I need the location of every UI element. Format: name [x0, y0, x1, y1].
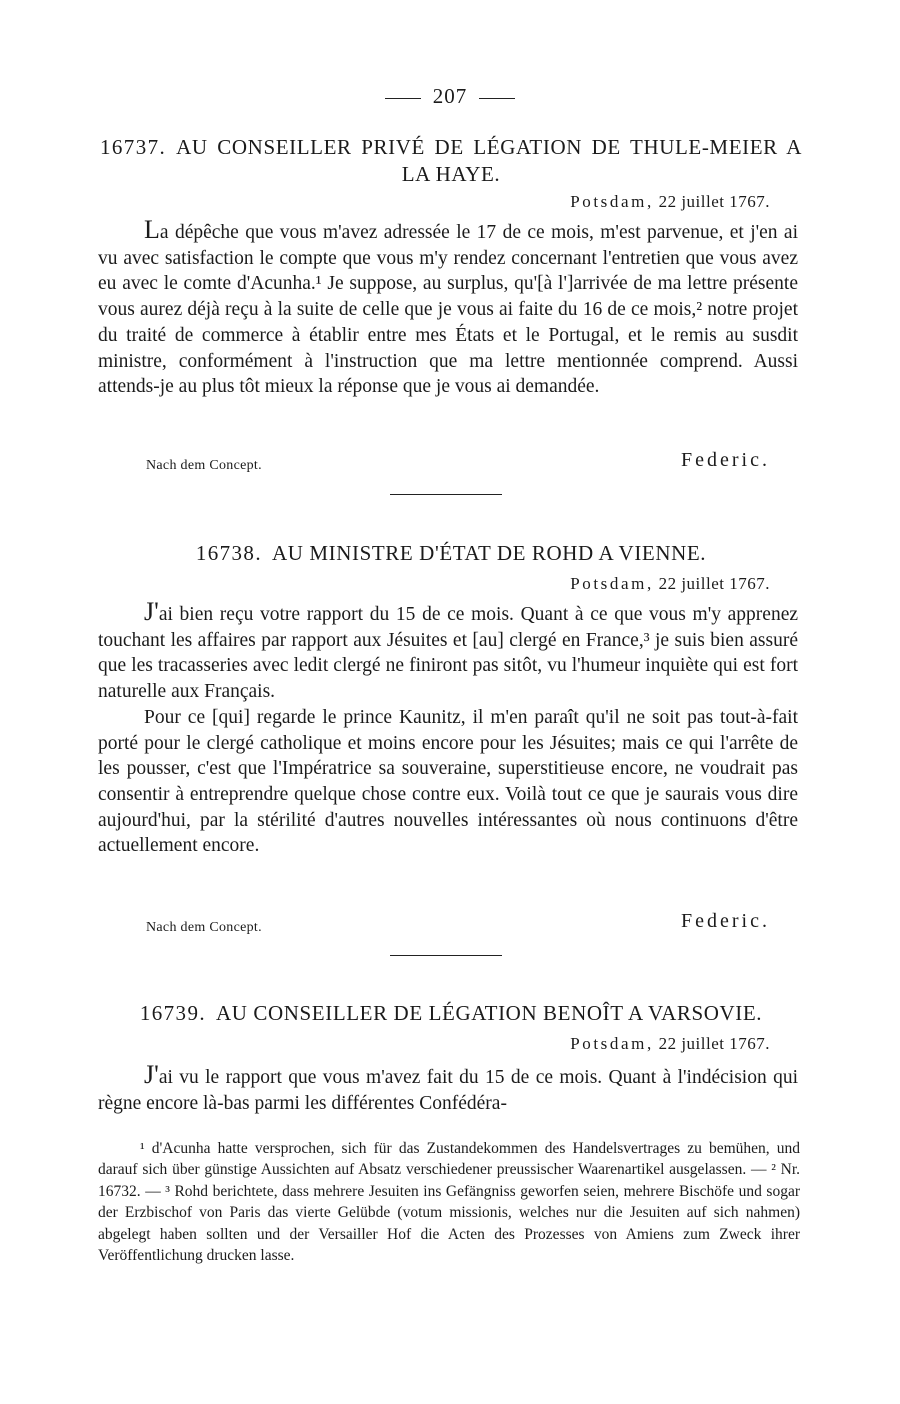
signature-16737: Federic.: [681, 449, 770, 471]
letter-paragraph: J'ai bien reçu votre rapport du 15 de ce mois. Quant à ce que vous m'y apprenez touchant les affaires par rapport aux Jésuites et [au] clergé en France,³ je suis bien assuré que les tracasseries avec ledit clergé ne finiront pas sitôt, vu l'humeur inquiète qui est fort naturelle aux Français.: [98, 597, 798, 703]
letter-paragraph: Pour ce [qui] regarde le prince Kaunitz, il m'en paraît qu'il ne soit pas tout-à-fait porté pour le clergé catholique et moins encore pour les Jésuites; mais ce qui l'arrête de les pousser, c'est que l'Impératrice sa souveraine, superstitieuse encore, ne voudrait pas consentir à entreprendre quelque chose contre eux. Voilà tout ce que je saurais vous dire aujourd'hui, par la stérilité d'autres nouvelles intéressantes où nous continuons d'être actuellement encore.: [98, 706, 798, 857]
dateline-place: Potsdam,: [570, 192, 654, 211]
letter-title: AU CONSEILLER PRIVÉ DE LÉGATION DE THULE-MEIER A LA HAYE.: [176, 135, 802, 186]
source-note-16737: Nach dem Concept.: [146, 458, 262, 473]
source-note-16738: Nach dem Concept.: [146, 920, 262, 935]
letter-body-16739: [98, 1062, 798, 1116]
page-number: [0, 84, 900, 109]
letter-number: 16739.: [139, 1001, 206, 1025]
letter-paragraph: La dépêche que vous m'avez adressée le 17 de ce mois, m'est parvenue, et j'en ai vu avec satisfaction le compte que vous m'y rendez concernant l'entretien que vous avez eu avec le comte d'Acunha.¹ Je suppose, au surplus, qu'[à l']arrivée de ma lettre présente vous aurez déjà reçu à la suite de celle que je vous ai faite du 16 de ce mois,² notre projet du traité de commerce à établir entre mes États et le Portugal, et le remis au susdit ministre, conformément à l'instruction que ma lettre mentionnée comprend. Aussi attends-je au plus tôt mieux la réponse que je vous ai demandée.: [98, 215, 798, 398]
letter-heading-16739: [100, 1000, 802, 1027]
dateline-place: Potsdam,: [570, 574, 654, 593]
letter-heading-16738: [100, 540, 802, 567]
letter-body-16737: [98, 217, 798, 400]
dateline-16739: [570, 1034, 770, 1054]
dateline-date: 22 juillet 1767.: [658, 574, 770, 593]
section-divider: [390, 955, 502, 956]
letter-heading-16737: [100, 134, 802, 188]
letter-paragraph: J'ai vu le rapport que vous m'avez fait du 15 de ce mois. Quant à l'indécision qui règne encore là-bas parmi les différentes Confédéra-: [98, 1060, 798, 1114]
dateline-place: Potsdam,: [570, 1034, 654, 1053]
footnotes: ¹ d'Acunha hatte versprochen, sich für das Zustandekommen des Handelsvertrages zu bemühen, und darauf sich über günstige Aussichten auf Absatz verschiedener preussischer Waarenartikel ausgelassen. — ² Nr. 16732. — ³ Rohd berichtete, dass mehrere Jesuiten ins Gefängniss geworfen seien, mehrere Bischöfe und sogar der Erzbischof von Paris das vierte Gelübde (votum missionis, welches nur die Jesuiten auf sich nahmen) abgelegt haben sollten und der Versailler Hof die Acten des Prozesses von Amiens zum Zweck ihrer Veröffentlichung drucken lasse.: [98, 1140, 800, 1265]
dateline-16738: [570, 574, 770, 594]
signature-16738: Federic.: [681, 910, 770, 932]
letter-title: AU MINISTRE D'ÉTAT DE ROHD A VIENNE.: [271, 541, 707, 565]
letter-number: 16738.: [195, 541, 262, 565]
letter-number: 16737.: [100, 135, 167, 159]
letter-body-16738: [98, 599, 798, 859]
page-number-dash-right: [479, 98, 515, 99]
dateline-date: 22 juillet 1767.: [658, 1034, 770, 1053]
dateline-16737: [570, 192, 770, 212]
page-number-dash-left: [385, 98, 421, 99]
letter-title: AU CONSEILLER DE LÉGATION BENOÎT A VARSOVIE.: [216, 1001, 763, 1025]
dateline-date: 22 juillet 1767.: [658, 192, 770, 211]
page-number-value: 207: [432, 84, 468, 108]
section-divider: [390, 494, 502, 495]
